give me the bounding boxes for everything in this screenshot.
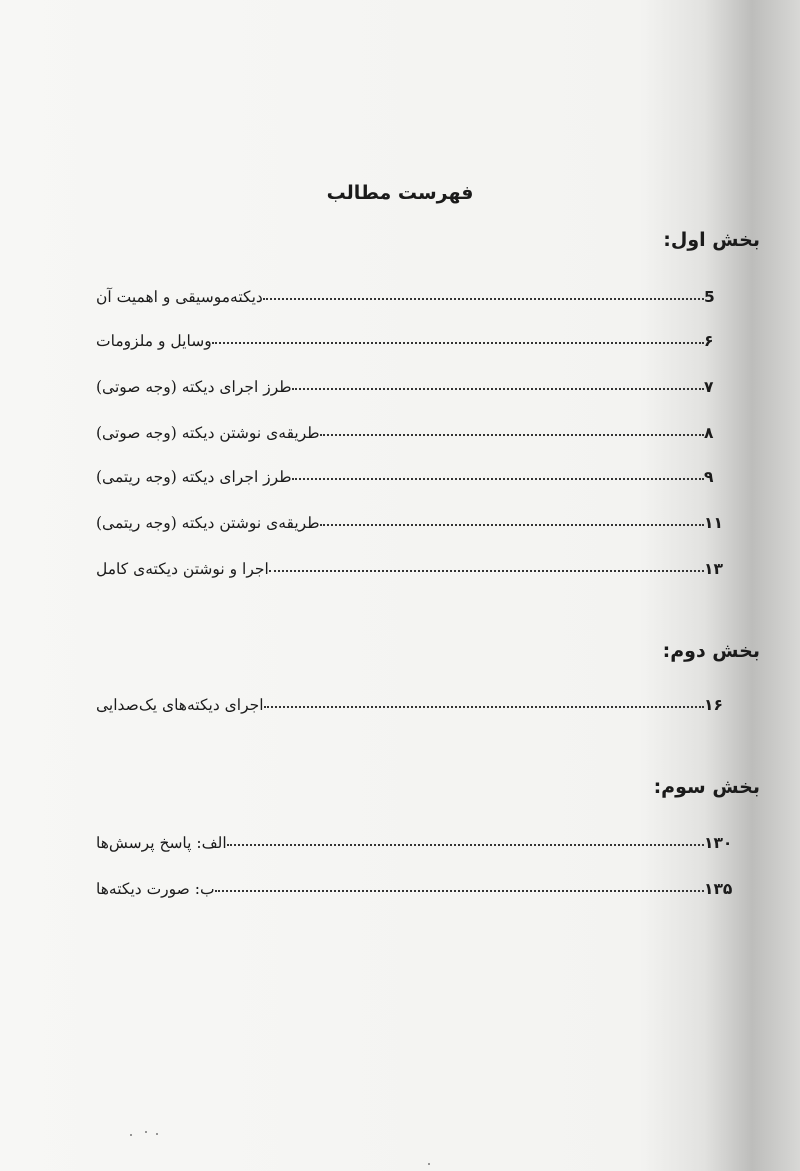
toc-entry-label: طرز اجرای دیکته (وجه ریتمی) [96, 468, 292, 486]
dot-leader [292, 478, 704, 480]
toc-entry-page: 5 [704, 288, 715, 306]
toc-entry [90, 826, 738, 852]
toc-entry-label: طرز اجرای دیکته (وجه صوتی) [96, 378, 292, 396]
scan-speck [130, 1134, 132, 1136]
dot-leader [320, 524, 704, 526]
toc-entry [90, 506, 738, 532]
dot-leader [292, 388, 704, 390]
toc-entry-page: ۱۳۰ [704, 834, 733, 852]
scan-speck [428, 1163, 430, 1165]
dot-leader [227, 844, 704, 846]
section-heading-2: بخش دوم: [662, 640, 760, 662]
toc-entry-page: ۸ [704, 424, 714, 442]
toc-entry-label: وسایل و ملزومات [96, 332, 212, 350]
toc-entry-page: ۱۳۵ [704, 880, 733, 898]
page-title: فهرست مطالب [326, 182, 474, 204]
dot-leader [263, 298, 704, 300]
toc-entry-page: ۹ [704, 468, 714, 486]
toc-entry-page: ۱۶ [704, 696, 723, 714]
toc-entry-label: طریقه‌ی نوشتن دیکته (وجه ریتمی) [96, 514, 320, 532]
toc-entry-page: ۱۳ [704, 560, 723, 578]
toc-entry [90, 460, 738, 486]
section-heading-1: بخش اول: [663, 229, 760, 251]
toc-entry [90, 370, 738, 396]
toc-entry-label: طریقه‌ی نوشتن دیکته (وجه صوتی) [96, 424, 320, 442]
toc-entry [90, 688, 738, 714]
toc-entry-page: ۱۱ [704, 514, 723, 532]
scan-speck [156, 1133, 158, 1135]
toc-entry [90, 280, 738, 306]
dot-leader [320, 434, 704, 436]
toc-entry [90, 324, 738, 350]
toc-entry-label: ب: صورت دیکته‌ها [96, 880, 215, 898]
toc-entry-label: دیکته‌موسیقی و اهمیت آن [96, 288, 263, 306]
dot-leader [269, 570, 704, 572]
toc-entry-page: ۶ [704, 332, 714, 350]
dot-leader [264, 706, 704, 708]
toc-entry [90, 872, 738, 898]
dot-leader [215, 890, 704, 892]
toc-entry-label: اجرای دیکته‌های یک‌صدایی [96, 696, 264, 714]
toc-entry [90, 552, 738, 578]
toc-entry-label: اجرا و نوشتن دیکته‌ی کامل [96, 560, 269, 578]
toc-entry [90, 416, 738, 442]
toc-entry-label: الف: پاسخ پرسش‌ها [96, 834, 227, 852]
dot-leader [212, 342, 704, 344]
scan-speck [145, 1131, 147, 1133]
section-heading-3: بخش سوم: [653, 776, 760, 798]
toc-entry-page: ۷ [704, 378, 714, 396]
